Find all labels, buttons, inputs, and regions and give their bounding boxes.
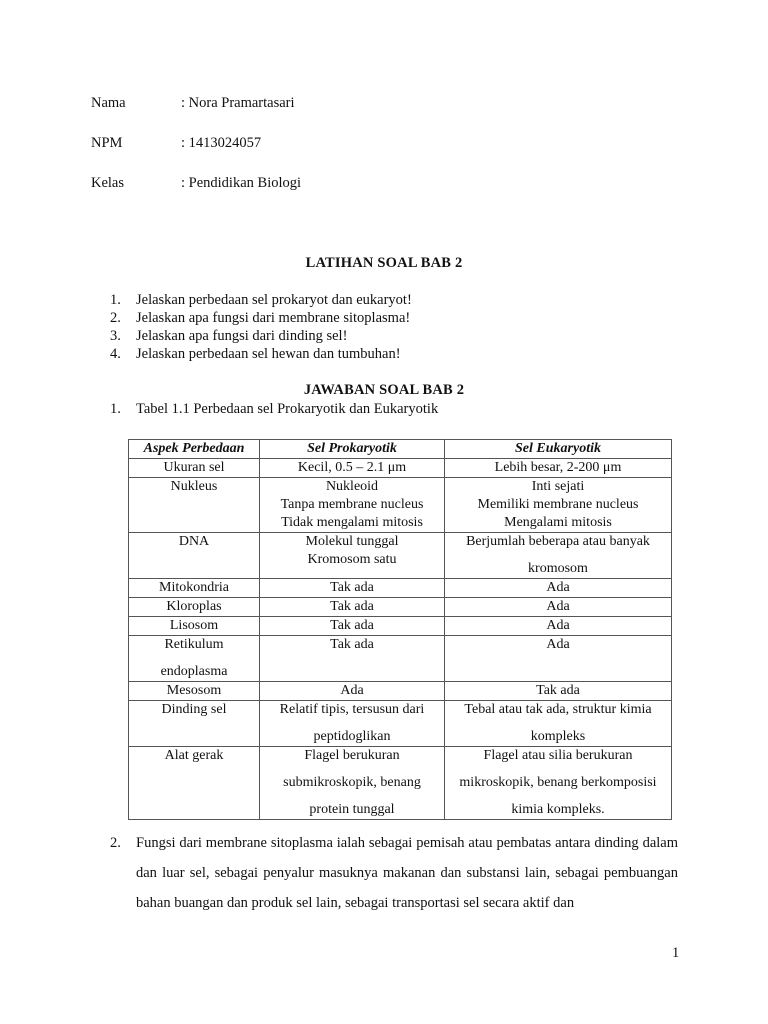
table-row [129, 598, 672, 617]
answer2-number: 2. [110, 835, 121, 851]
prokaryotic-cell: Tak ada [260, 579, 445, 598]
nama-label: Nama [91, 95, 126, 111]
npm-value: : 1413024057 [181, 135, 262, 151]
prokaryotic-cell: Tak ada [260, 617, 445, 636]
aspect-cell: Retikulum endoplasma [129, 636, 260, 682]
eukaryotic-cell: Lebih besar, 2-200 μm [445, 459, 672, 478]
answer1-caption: 1. Tabel 1.1 Perbedaan sel Prokaryotik dan Eukaryotik [110, 401, 439, 417]
nama-value: : Nora Pramartasari [181, 95, 295, 111]
prokaryotic-cell: Relatif tipis, tersusun dari peptidoglikan [260, 701, 445, 747]
table-row [129, 701, 672, 747]
table-row [129, 478, 672, 533]
eukaryotic-cell: Ada [445, 617, 672, 636]
prokaryotic-cell: Kecil, 0.5 – 2.1 μm [260, 459, 445, 478]
table-row [129, 682, 672, 701]
table-header-cell: Sel Prokaryotik [260, 440, 445, 459]
aspect-cell: Ukuran sel [129, 459, 260, 478]
prokaryotic-cell: Ada [260, 682, 445, 701]
eukaryotic-cell: Ada [445, 636, 672, 682]
aspect-cell: Lisosom [129, 617, 260, 636]
table-row [129, 636, 672, 682]
eukaryotic-cell: Berjumlah beberapa atau banyak kromosom [445, 533, 672, 579]
prokaryotic-cell: Flagel berukuran submikroskopik, benang protein tunggal [260, 747, 445, 820]
table-row [129, 533, 672, 579]
table-row [129, 617, 672, 636]
question-item: 4. Jelaskan perbedaan sel hewan dan tumbuhan! [110, 346, 401, 362]
aspect-cell: Dinding sel [129, 701, 260, 747]
aspect-cell: Mitokondria [129, 579, 260, 598]
eukaryotic-cell: Ada [445, 579, 672, 598]
eukaryotic-cell: Flagel atau silia berukuran mikroskopik, benang berkomposisi kimia kompleks. [445, 747, 672, 820]
npm-label: NPM [91, 135, 123, 151]
table-header-cell: Aspek Perbedaan [129, 440, 260, 459]
table-row [129, 579, 672, 598]
aspect-cell: Kloroplas [129, 598, 260, 617]
question-item: 2. Jelaskan apa fungsi dari membrane sitoplasma! [110, 310, 411, 326]
comparison-table [128, 439, 672, 820]
kelas-label: Kelas [91, 175, 125, 191]
prokaryotic-cell: Nukleoid Tanpa membrane nucleus Tidak mengalami mitosis [260, 478, 445, 533]
table-header-cell: Sel Eukaryotik [445, 440, 672, 459]
table-row [129, 747, 672, 820]
aspect-cell: Nukleus [129, 478, 260, 533]
page-number: 1 [672, 945, 680, 961]
prokaryotic-cell: Molekul tunggal Kromosom satu [260, 533, 445, 579]
question-item: 1. Jelaskan perbedaan sel prokaryot dan eukaryot! [110, 292, 412, 308]
latihan-title: LATIHAN SOAL BAB 2 [305, 255, 463, 271]
question-item: 3. Jelaskan apa fungsi dari dinding sel! [110, 328, 348, 344]
question-list [110, 291, 412, 363]
eukaryotic-cell: Inti sejati Memiliki membrane nucleus Mengalami mitosis [445, 478, 672, 533]
eukaryotic-cell: Tak ada [445, 682, 672, 701]
aspect-cell: Alat gerak [129, 747, 260, 820]
kelas-value: : Pendidikan Biologi [181, 175, 302, 191]
prokaryotic-cell: Tak ada [260, 636, 445, 682]
aspect-cell: Mesosom [129, 682, 260, 701]
jawaban-title: JAWABAN SOAL BAB 2 [303, 382, 465, 398]
table-header-row [129, 440, 672, 459]
prokaryotic-cell: Tak ada [260, 598, 445, 617]
eukaryotic-cell: Ada [445, 598, 672, 617]
answer2-paragraph: Fungsi dari membrane sitoplasma ialah sebagai pemisah atau pembatas antara dinding dalam dan luar sel, sebagai penyalur masuknya makanan dan substansi lain, sebagai pembuangan bahan buangan dan produk sel lain, sebagai transportasi sel secara aktif dan [136, 835, 678, 911]
aspect-cell: DNA [129, 533, 260, 579]
table-row [129, 459, 672, 478]
eukaryotic-cell: Tebal atau tak ada, struktur kimia kompleks [445, 701, 672, 747]
